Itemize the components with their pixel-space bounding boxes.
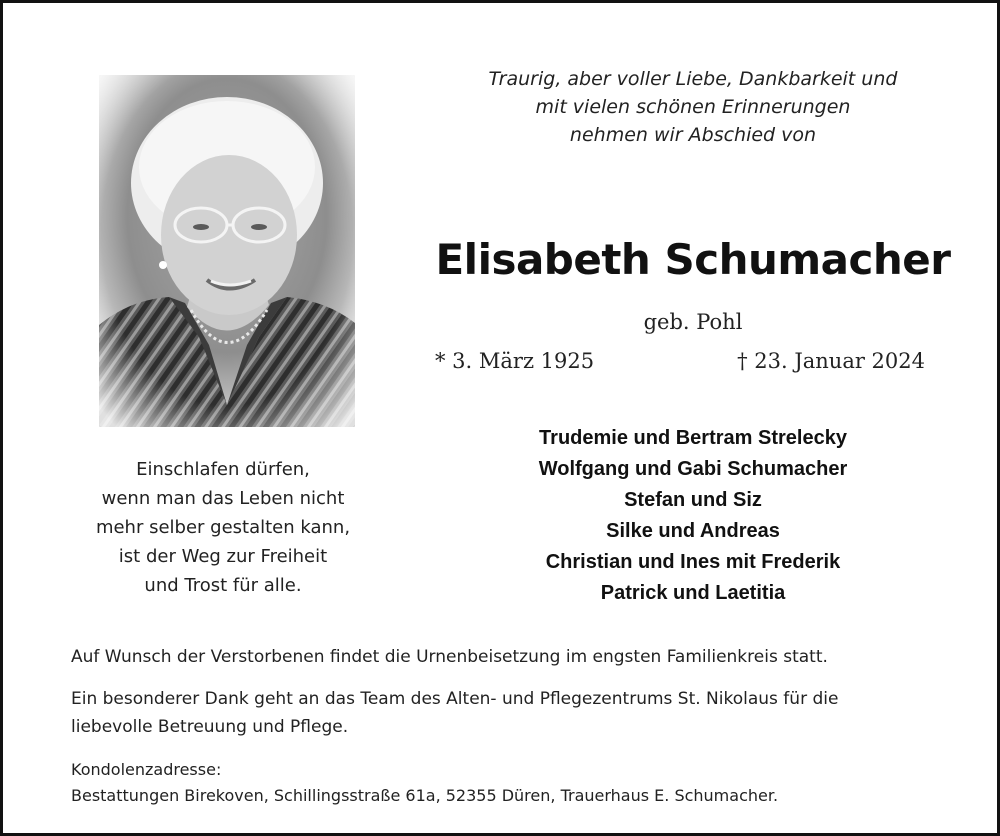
poem-line: und Trost für alle. (144, 575, 302, 596)
poem (63, 455, 383, 600)
condolence-address-line: Bestattungen Birekoven, Schillingsstraße 61a, 52355 Düren, Trauerhaus E. Schumacher. (71, 786, 779, 805)
notice-line: Auf Wunsch der Verstorbenen findet die Urnenbeisetzung im engsten Familienkreis statt. (71, 647, 828, 667)
intro-line: Traurig, aber voller Liebe, Dankbarkeit und (488, 68, 898, 90)
intro-line: nehmen wir Abschied von (569, 124, 817, 146)
portrait-photo (99, 75, 355, 427)
intro-text (413, 65, 973, 149)
family-list (433, 423, 953, 609)
family-member: Patrick und Laetitia (600, 582, 786, 604)
poem-line: mehr selber gestalten kann, (95, 517, 351, 538)
death-date: † 23. Januar 2024 (737, 349, 925, 373)
condolence-label: Kondolenzadresse: (71, 760, 222, 779)
thanks-paragraph (71, 685, 951, 741)
burial-notice (71, 643, 951, 671)
poem-line: Einschlafen dürfen, (136, 459, 310, 480)
poem-line: wenn man das Leben nicht (101, 488, 345, 509)
poem-line: ist der Weg zur Freiheit (118, 546, 328, 567)
family-member: Trudemie und Bertram Strelecky (539, 427, 847, 449)
family-member: Christian und Ines mit Frederik (545, 551, 841, 573)
thanks-line: Ein besonderer Dank geht an das Team des Alten- und Pflegezentrums St. Nikolaus für die (71, 689, 839, 709)
family-member: Stefan und Siz (624, 489, 762, 511)
maiden-name: geb. Pohl (643, 310, 743, 334)
family-member: Wolfgang und Gabi Schumacher (538, 458, 848, 480)
intro-line: mit vielen schönen Erinnerungen (535, 96, 851, 118)
thanks-line: liebevolle Betreuung und Pflege. (71, 717, 349, 737)
deceased-name: Elisabeth Schumacher (435, 235, 951, 284)
birth-date: * 3. März 1925 (435, 349, 595, 373)
family-member: Silke und Andreas (606, 520, 780, 542)
condolence-address (71, 757, 951, 809)
